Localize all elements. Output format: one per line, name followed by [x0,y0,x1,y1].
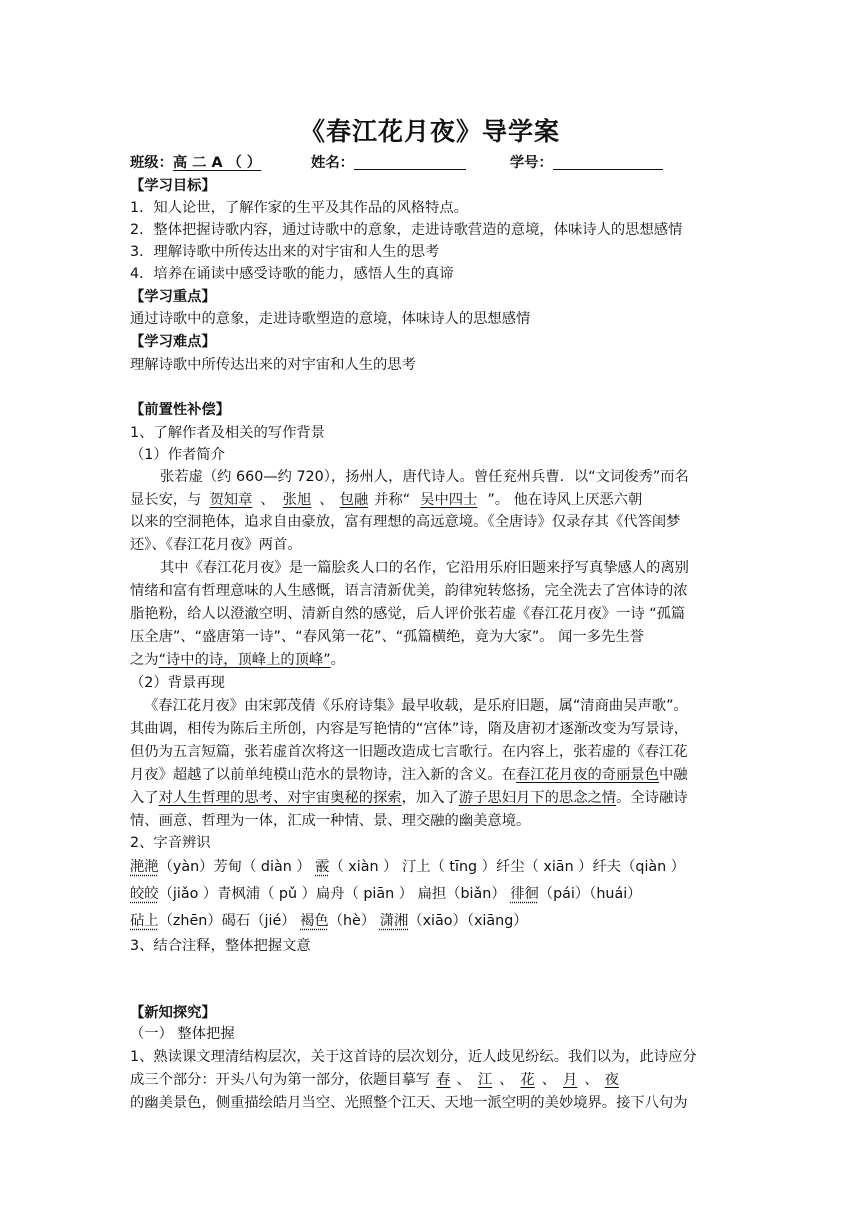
pre-heading: 【前置性补偿】 [130,402,231,418]
answer-blank: 花 [520,1072,535,1088]
answer-blank: 春 [436,1072,451,1088]
work-line: 情绪和富有哲理意味的人生感慨，语言清新优美，韵律宛转悠扬，完全洗去了宫体诗的浓 [130,583,688,599]
pre-item-3: 3、结合注释，整体把握文意 [130,938,311,954]
work-line: 其中《春江花月夜》是一篇脍炙人口的名作，它沿用乐府旧题来抒写真挚感人的离别 [160,560,689,576]
student-id-label: 学号： [509,155,553,171]
work-line: 脂艳粉，给人以澄澈空明、清新自然的感觉，后人评价张若虚《春江花月夜》一诗 “孤篇 [130,606,686,622]
student-id-blank [553,153,663,170]
pronunciation-row: 滟滟（yàn）芳甸（ diàn ） 霰（ xiàn ） 汀上（ tīng ）纤尘（ xiān ）纤夫（qiàn ） [130,859,686,875]
author-line: 张若虚（约 660—约 720），扬州人，唐代诗人。曾任兖州兵曹．以“文词俊秀”而名 [160,469,689,485]
pronunciation-row: 砧上（zhēn）碣石（jié） 褐色（hè） 潇湘（xiāo）（xiāng） [130,913,528,929]
class-value: 高 二 A （ ） [172,155,262,171]
explore-line: 成三个部分：开头八句为第一部分，依题目摹写 春 、 江 、 花 、 月 、 夜 [130,1069,625,1091]
pre-item-1: 1、了解作者及相关的写作背景 [130,425,325,441]
background-line: 其曲调，相传为陈后主所创，内容是写艳情的“宫体”诗，隋及唐初才逐渐改变为写景诗， [130,721,689,737]
name-blank [354,153,466,170]
background-line: 情、画意、哲理为一体，汇成一种情、景、理交融的幽美意境。 [130,813,531,829]
name-label: 姓名： [311,155,354,171]
answer-blank: 江 [477,1072,493,1088]
goal-item: 3．理解诗歌中所传达出来的对宇宙和人生的思考 [130,244,440,260]
student-info-row [130,152,663,174]
difficulty-heading: 【学习难点】 [130,334,216,350]
work-line: 压全唐”、“盛唐第一诗”、“春风第一花”、“孤篇横绝，竟为大家”。 闻一多先生誉 [130,629,644,645]
key-text: 通过诗歌中的意象，走进诗歌塑造的意境，体味诗人的思想感情 [130,311,531,327]
goal-item: 1．知人论世，了解作家的生平及其作品的风格特点。 [130,200,468,216]
page-title: 《春江花月夜》导学案 [299,117,560,146]
overall-grasp-heading: （一） 整体把握 [130,1026,235,1042]
background-line: 《春江花月夜》由宋郭茂倩《乐府诗集》最早收载，是乐府旧题，属“清商曲吴声歌”。 [144,698,688,714]
author-line: 以来的空洞艳体，追求自由豪放，富有理想的高远意境。《全唐诗》仅录存其《代答闺梦 [130,514,681,530]
background-heading: （2）背景再现 [130,675,225,691]
background-line: 但仍为五言短篇，张若虚首次将这一旧题改造成七言歌行。在内容上，张若虚的《春江花 [130,744,688,760]
key-heading: 【学习重点】 [130,289,216,305]
answer-blank: 月 [563,1072,578,1088]
author-line: 还》、《春江花月夜》两首。 [130,537,302,553]
class-label: 班级： [130,155,173,171]
pre-item-2: 2、字音辨识 [130,835,211,851]
background-line: 入了对人生哲理的思考、对宇宙奥秘的探索，加入了游子思妇月下的思念之情。全诗融诗 [130,790,688,806]
author-intro-heading: （1）作者简介 [130,447,225,463]
answer-blank: 夜 [604,1072,619,1088]
explore-line: 1、熟读课文理清结构层次，关于这首诗的层次划分，近人歧见纷纭。我们以为，此诗应分 [130,1049,697,1065]
goal-item: 4．培养在诵读中感受诗歌的能力，感悟人生的真谛 [130,266,454,282]
explore-line: 的幽美景色，侧重描绘皓月当空、光照整个江天、天地一派空明的美妙境界。接下八句为 [130,1095,688,1111]
work-line: 之为“诗中的诗，顶峰上的顶峰”。 [130,652,345,668]
new-knowledge-heading: 【新知探究】 [130,1005,216,1021]
background-line: 月夜》超越了以前单纯模山范水的景物诗，注入新的含义。在春江花月夜的奇丽景色中融 [130,767,688,783]
author-line: 显长安，与 贺知章 、 张旭 、 包融 并称“ 吴中四士 ”。 他在诗风上厌恶六朝 [130,492,643,508]
difficulty-text: 理解诗歌中所传达出来的对宇宙和人生的思考 [130,357,416,373]
goals-heading: 【学习目标】 [130,178,216,194]
goal-item: 2．整体把握诗歌内容，通过诗歌中的意象，走进诗歌营造的意境，体味诗人的思想感情 [130,222,683,238]
pronunciation-row: 皎皎（jiǎo ）青枫浦（ pǔ ）扁舟（ piān ） 扁担（biǎn） 徘徊（pái）（huái） [130,886,642,902]
